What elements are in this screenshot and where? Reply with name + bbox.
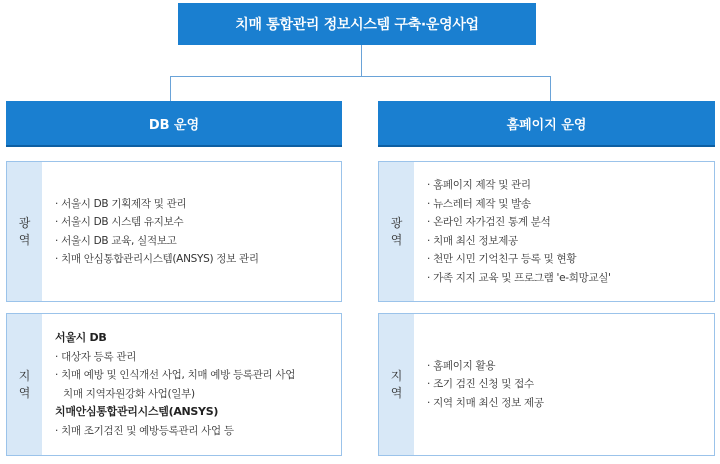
- side-label-char: 지: [390, 368, 403, 383]
- panel-content: [427, 162, 708, 301]
- list-item-continuation: 치매 지역자원강화 사업(일부): [63, 387, 195, 400]
- list-item: · 대상자 등록 관리: [55, 350, 137, 363]
- side-label-char: 역: [390, 385, 403, 400]
- connector-right: [550, 76, 551, 101]
- connector-left: [170, 76, 171, 101]
- panel-side-label: [379, 314, 414, 455]
- list-item: · 천만 시민 기억친구 등록 및 현황: [427, 253, 577, 265]
- list-item: · 온라인 자가검진 통계 분석: [427, 216, 551, 228]
- section-subheading: 치매안심통합관리시스템(ANSYS): [55, 405, 219, 418]
- list-item: · 홈페이지 활용: [427, 359, 496, 372]
- connector-trunk: [361, 45, 362, 77]
- list-item: · 조기 검진 신청 및 접수: [427, 378, 534, 391]
- homepage-gwangyeok-panel: [378, 161, 715, 302]
- column-heading-db: DB 운영: [6, 101, 342, 145]
- homepage-jiyeok-panel: [378, 313, 715, 456]
- list-item: · 치매 최신 정보제공: [427, 234, 518, 247]
- panel-content: [55, 162, 335, 301]
- list-item: · 치매 예방 및 인식개선 사업, 치매 예방 등록관리 사업: [55, 369, 296, 381]
- side-label-char: 역: [390, 232, 403, 247]
- list-item: · 서울시 DB 기획제작 및 관리: [55, 197, 187, 210]
- list-item: · 치매 안심통합관리시스템(ANSYS) 정보 관리: [55, 253, 259, 265]
- section-subheading: 서울시 DB: [55, 331, 107, 344]
- panel-side-label: [7, 314, 42, 455]
- panel-side-label: [379, 162, 414, 301]
- side-label-char: 지: [18, 368, 31, 383]
- side-label-char: 광: [18, 215, 31, 230]
- diagram-title: 치매 통합관리 정보시스템 구축·운영사업: [178, 3, 536, 45]
- list-item: · 서울시 DB 시스템 유지보수: [55, 216, 184, 228]
- list-item: · 서울시 DB 교육, 실적보고: [55, 234, 177, 247]
- panel-content: [55, 314, 335, 455]
- panel-content: [427, 314, 708, 455]
- side-label-char: 광: [390, 215, 403, 230]
- list-item: · 가족 지지 교육 및 프로그램 'e-희망교실': [427, 271, 611, 284]
- connector-horizontal: [170, 76, 551, 77]
- side-label-char: 역: [18, 232, 31, 247]
- panel-side-label: [7, 162, 42, 301]
- column-heading-homepage: 홈페이지 운영: [378, 101, 715, 145]
- db-jiyeok-panel: [6, 313, 342, 456]
- list-item: · 지역 치매 최신 정보 제공: [427, 396, 544, 409]
- list-item: · 뉴스레터 제작 및 발송: [427, 197, 531, 210]
- list-item: · 치매 조기검진 및 예방등록관리 사업 등: [55, 424, 234, 437]
- side-label-char: 역: [18, 385, 31, 400]
- list-item: · 홈페이지 제작 및 관리: [427, 179, 531, 191]
- db-gwangyeok-panel: [6, 161, 342, 302]
